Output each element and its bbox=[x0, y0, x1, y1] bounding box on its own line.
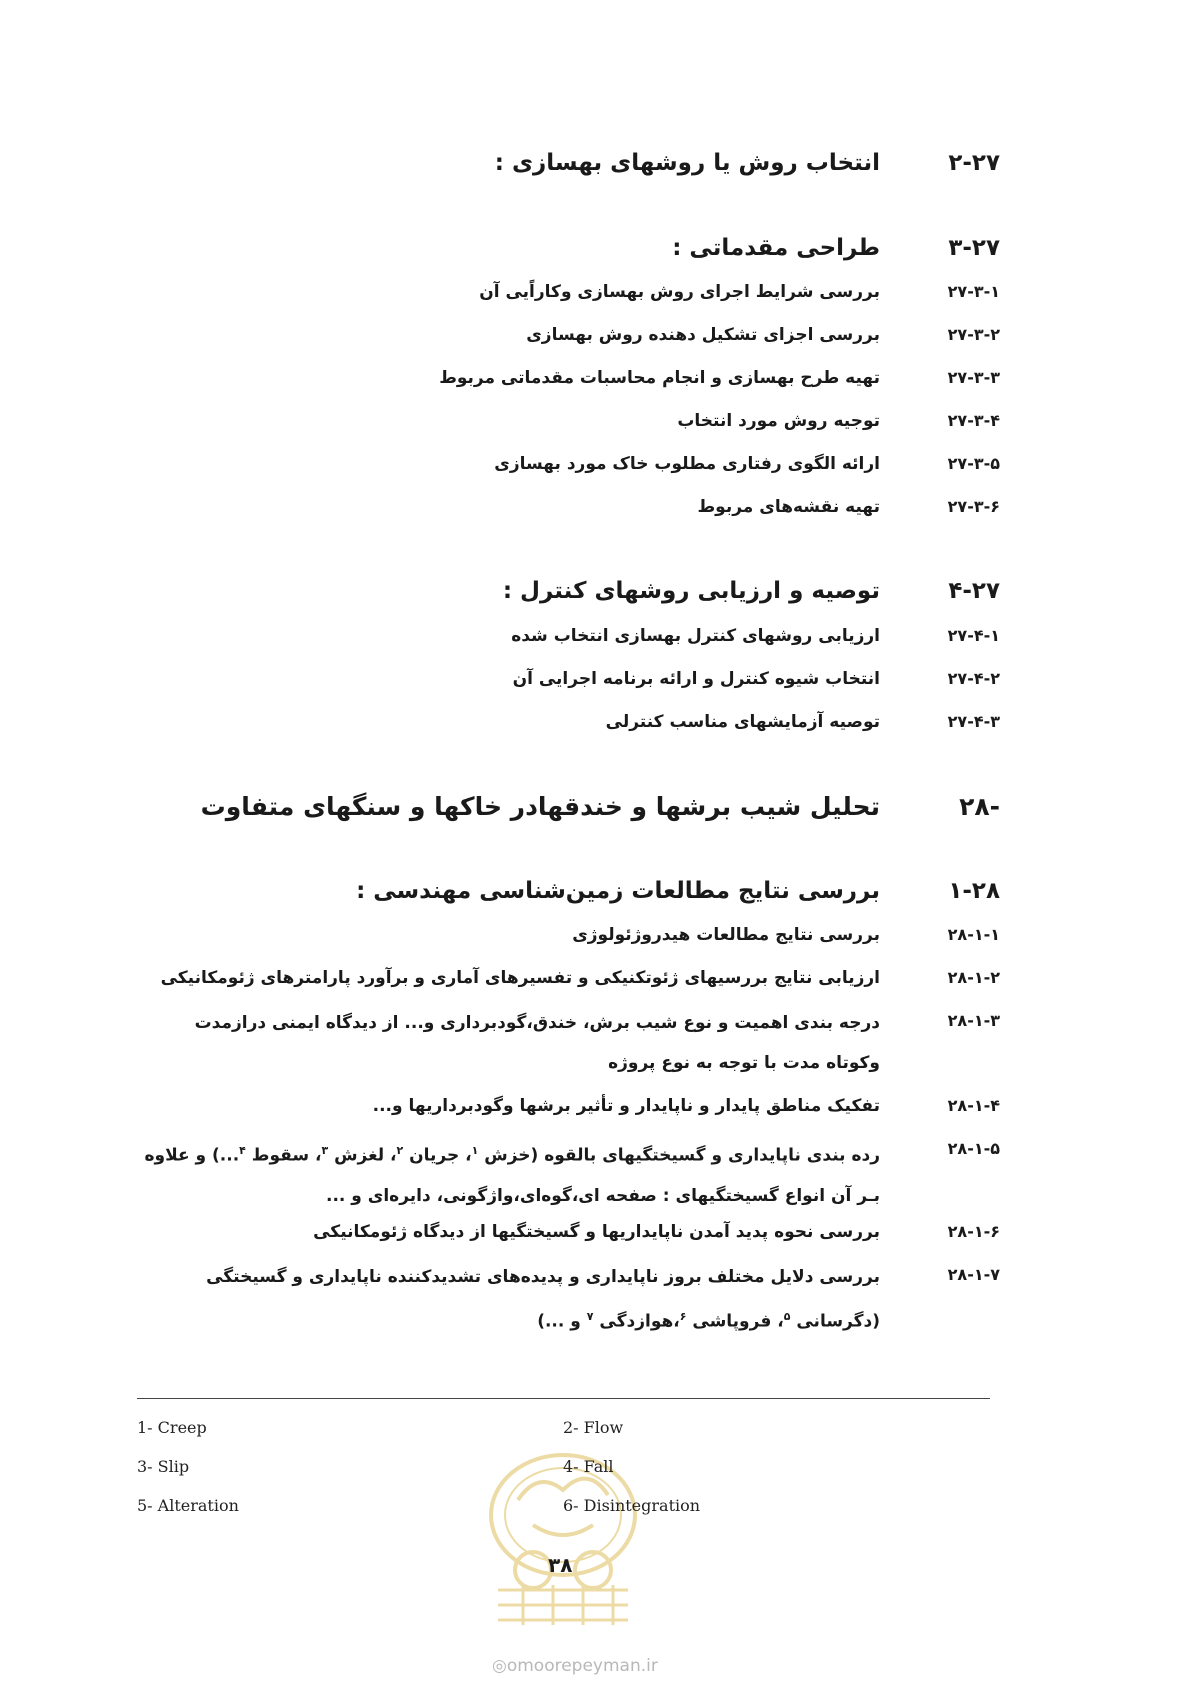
item-text-part: ، لغزش bbox=[328, 1145, 397, 1166]
footnote: 6- Disintegration bbox=[563, 1496, 701, 1515]
item-text bbox=[140, 1131, 880, 1216]
watermark-site-url bbox=[492, 1656, 658, 1676]
footnote-ref: ۳ bbox=[321, 1144, 329, 1157]
item-number: ۲۷-۳-۳ bbox=[947, 368, 1000, 387]
section-title: توصیه و ارزیابی روشهای کنترل : bbox=[502, 578, 880, 604]
footnote-ref: ۴ bbox=[239, 1144, 246, 1157]
item-text: بررسی نحوه پدید آمدن ناپایداریها و گسیختگیها از دیدگاه ژئومکانیکی bbox=[313, 1222, 880, 1242]
item-number: ۲۷-۴-۳ bbox=[947, 712, 1000, 731]
watermark-site-text: omoorepeyman.ir bbox=[506, 1656, 658, 1676]
item-text-part: بررسی دلایل مختلف بروز ناپایداری و پدیده‌های تشدیدکننده ناپایداری و گسیختگی (دگرسانی bbox=[206, 1267, 880, 1332]
footnote: 4- Fall bbox=[563, 1457, 614, 1476]
item-number: ۲۸-۱-۳ bbox=[947, 1011, 1000, 1030]
section-title: بررسی نتایج مطالعات زمین‌شناسی مهندسی : bbox=[356, 878, 880, 904]
item-text: توصیه آزمایشهای مناسب کنترلی bbox=[605, 712, 880, 732]
item-text-part: ، فروپاشی bbox=[686, 1311, 784, 1332]
item-text: درجه بندی اهمیت و نوع شیب برش، خندق،گودبرداری و... از دیدگاه ایمنی درازمدت وکوتاه مدت با توجه به نوع پروژه bbox=[194, 1013, 880, 1073]
footnote: 2- Flow bbox=[563, 1418, 624, 1437]
item-number: ۲۷-۳-۱ bbox=[947, 282, 1000, 301]
item-number: ۲۸-۱-۷ bbox=[947, 1265, 1000, 1284]
item-text-part: ، جریان bbox=[403, 1145, 472, 1166]
chapter-title: تحلیل شیب برشها و خندقهادر خاکها و سنگهای متفاوت bbox=[200, 792, 880, 821]
globe-icon: ◎ bbox=[492, 1656, 507, 1676]
page-number: ۳۸ bbox=[548, 1553, 573, 1577]
footnote-divider bbox=[137, 1398, 990, 1399]
item-number: ۲۷-۴-۲ bbox=[947, 669, 1000, 688]
footnote: 3- Slip bbox=[137, 1457, 190, 1476]
section-number: ۳-۲۷ bbox=[948, 235, 1000, 261]
item-text-part: ...) و علاوه بـر آن انواع گسیختگیهای : صفحه ای،گوه‌ای،واژگونی، دایره‌ای و ... bbox=[144, 1145, 880, 1206]
item-text: توجیه روش مورد انتخاب bbox=[677, 411, 880, 431]
footnote-ref: ۷ bbox=[586, 1310, 594, 1323]
footnote-ref: ۶ bbox=[679, 1310, 687, 1323]
item-text: تهیه طرح بهسازی و انجام محاسبات مقدماتی مربوط bbox=[439, 368, 880, 388]
footnote-ref: ۵ bbox=[783, 1310, 791, 1323]
section-number: ۱-۲۸ bbox=[948, 878, 1000, 904]
item-text bbox=[140, 1257, 880, 1342]
item-text: تهیه نقشه‌های مربوط bbox=[697, 497, 880, 517]
item-text-part: رده بندی ناپایداری و گسیختگیهای بالقوه (خزش bbox=[478, 1145, 880, 1166]
item-text: بررسی شرایط اجرای روش بهسازی وکاراًیی آن bbox=[479, 282, 880, 302]
item-number: ۲۸-۱-۱ bbox=[947, 925, 1000, 944]
chapter-number: ۲۸- bbox=[959, 792, 1000, 821]
item-number: ۲۸-۱-۴ bbox=[947, 1096, 1000, 1115]
item-text-part: و ...) bbox=[537, 1311, 587, 1332]
item-text: ارزیابی نتایج بررسیهای ژئوتکنیکی و تفسیرهای آماری و برآورد پارامترهای ژئومکانیکی bbox=[160, 968, 880, 988]
item-number: ۲۷-۳-۵ bbox=[947, 454, 1000, 473]
footnote: 1- Creep bbox=[137, 1418, 207, 1437]
item-text: ارائه الگوی رفتاری مطلوب خاک مورد بهسازی bbox=[494, 454, 880, 474]
item-number: ۲۸-۱-۵ bbox=[947, 1139, 1000, 1158]
footnote-ref: ۱ bbox=[471, 1144, 479, 1157]
section-number: ۴-۲۷ bbox=[948, 578, 1000, 604]
item-text: بررسی اجزای تشکیل دهنده روش بهسازی bbox=[526, 325, 880, 345]
section-title: طراحی مقدماتی : bbox=[672, 235, 880, 261]
item-text: انتخاب شیوه کنترل و ارائه برنامه اجرایی آن bbox=[512, 669, 880, 689]
item-number: ۲۸-۱-۶ bbox=[947, 1222, 1000, 1241]
item-number: ۲۷-۳-۶ bbox=[947, 497, 1000, 516]
item-text-part: ، سقوط bbox=[245, 1145, 322, 1166]
footnote: 5- Alteration bbox=[137, 1496, 239, 1515]
item-text-part: ،هوازدگی bbox=[593, 1311, 680, 1332]
item-number: ۲۷-۳-۲ bbox=[947, 325, 1000, 344]
item-text: بررسی نتایج مطالعات هیدروژئولوژی bbox=[572, 925, 880, 945]
item-number: ۲۷-۴-۱ bbox=[947, 626, 1000, 645]
item-text: تفکیک مناطق پایدار و ناپایدار و تأثیر برشها وگودبرداریها و... bbox=[372, 1096, 880, 1116]
item-number: ۲۷-۳-۴ bbox=[947, 411, 1000, 430]
footnote-ref: ۲ bbox=[396, 1144, 404, 1157]
item-text: ارزیابی روشهای کنترل بهسازی انتخاب شده bbox=[511, 626, 880, 646]
section-number: ۲-۲۷ bbox=[948, 150, 1000, 176]
item-number: ۲۸-۱-۲ bbox=[947, 968, 1000, 987]
section-title: انتخاب روش یا روشهای بهسازی : bbox=[494, 150, 880, 176]
